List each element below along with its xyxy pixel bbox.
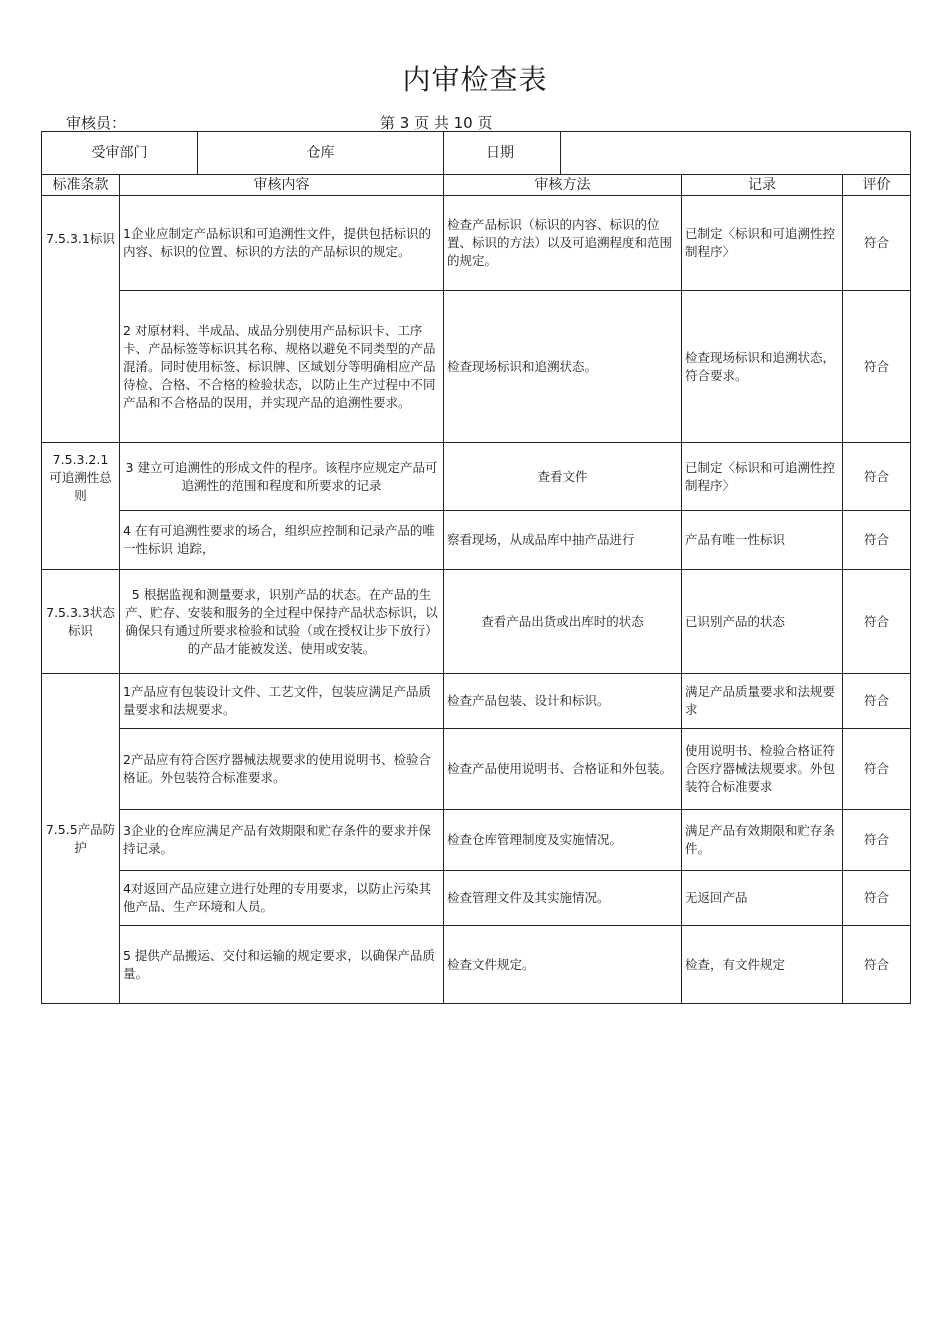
auditor-label: 审核员： — [66, 114, 127, 132]
dept-value: 仓库 — [198, 132, 444, 175]
table-row — [42, 729, 911, 810]
grade-cell: 符合 — [843, 196, 911, 291]
table-row — [42, 810, 911, 871]
dept-label: 受审部门 — [42, 132, 198, 175]
header-row — [42, 132, 911, 175]
method-cell: 检查管理文件及其实施情况。 — [444, 871, 682, 926]
content-cell: 3 建立可追溯性的形成文件的程序。该程序应规定产品可追溯性的范围和程度和所要求的记录 — [120, 443, 444, 511]
method-cell: 察看现场，从成品库中抽产品进行 — [444, 511, 682, 570]
record-cell: 检查，有文件规定 — [682, 926, 843, 1004]
table-row — [42, 196, 911, 291]
clause-cell: 7.5.3.2.1 可追溯性总则 — [42, 443, 120, 570]
record-cell: 已制定〈标识和可追溯性控制程序〉 — [682, 196, 843, 291]
col-content: 审核内容 — [120, 175, 444, 196]
column-header-row — [42, 175, 911, 196]
table-row — [42, 674, 911, 729]
table-row — [42, 443, 911, 511]
record-cell: 已制定〈标识和可追溯性控制程序〉 — [682, 443, 843, 511]
page-indicator: 第 3 页 共 10 页 — [380, 114, 493, 132]
content-cell: 5 提供产品搬运、交付和运输的规定要求，以确保产品质量。 — [120, 926, 444, 1004]
content-cell: 1产品应有包装设计文件、工艺文件，包装应满足产品质量要求和法规要求。 — [120, 674, 444, 729]
table-row — [42, 291, 911, 443]
content-cell: 2产品应有符合医疗器械法规要求的使用说明书、检验合格证。外包装符合标准要求。 — [120, 729, 444, 810]
clause-cell: 7.5.3.3状态标识 — [42, 570, 120, 674]
content-cell: 4 在有可追溯性要求的场合，组织应控制和记录产品的唯一性标识 追踪， — [120, 511, 444, 570]
record-cell: 已识别产品的状态 — [682, 570, 843, 674]
table-row — [42, 570, 911, 674]
method-cell: 检查文件规定。 — [444, 926, 682, 1004]
grade-cell: 符合 — [843, 570, 911, 674]
clause-cell: 7.5.5产品防护 — [42, 674, 120, 1004]
grade-cell: 符合 — [843, 674, 911, 729]
content-cell: 5 根据监视和测量要求，识别产品的状态。在产品的生产、贮存、安装和服务的全过程中保持产品状态标识，以确保只有通过所要求检验和试验（或在授权让步下放行）的产品才能被发送、使用或安装。 — [120, 570, 444, 674]
col-record: 记录 — [682, 175, 843, 196]
grade-cell: 符合 — [843, 810, 911, 871]
record-cell: 无返回产品 — [682, 871, 843, 926]
grade-cell: 符合 — [843, 926, 911, 1004]
col-clause: 标准条款 — [42, 175, 120, 196]
method-cell: 检查产品包装、设计和标识。 — [444, 674, 682, 729]
date-value[interactable] — [561, 132, 911, 175]
document-title: 内审检查表 — [402, 63, 548, 96]
record-cell: 检查现场标识和追溯状态，符合要求。 — [682, 291, 843, 443]
record-cell: 满足产品质量要求和法规要求 — [682, 674, 843, 729]
record-cell: 满足产品有效期限和贮存条件。 — [682, 810, 843, 871]
table-row — [42, 511, 911, 570]
method-cell: 查看产品出货或出库时的状态 — [444, 570, 682, 674]
table-row — [42, 926, 911, 1004]
method-cell: 检查仓库管理制度及实施情况。 — [444, 810, 682, 871]
method-cell: 检查现场标识和追溯状态。 — [444, 291, 682, 443]
audit-checklist-table — [41, 131, 911, 1004]
content-cell: 2 对原材料、半成品、成品分别使用产品标识卡、工序卡、产品标签等标识其名称、规格以避免不同类型的产品混淆。同时使用标签、标识牌、区域划分等明确相应产品待检、合格、不合格的检验状态，以防止生产过程中不同产品和不合格品的误用，并实现产品的追溯性要求。 — [120, 291, 444, 443]
content-cell: 4对返回产品应建立进行处理的专用要求，以防止污染其他产品、生产环境和人员。 — [120, 871, 444, 926]
grade-cell: 符合 — [843, 511, 911, 570]
date-label: 日期 — [444, 132, 561, 175]
method-cell: 检查产品使用说明书、合格证和外包装。 — [444, 729, 682, 810]
col-method: 审核方法 — [444, 175, 682, 196]
grade-cell: 符合 — [843, 291, 911, 443]
content-cell: 3企业的仓库应满足产品有效期限和贮存条件的要求并保持记录。 — [120, 810, 444, 871]
table-row — [42, 871, 911, 926]
col-grade: 评价 — [843, 175, 911, 196]
content-cell: 1企业应制定产品标识和可追溯性文件，提供包括标识的内容、标识的位置、标识的方法的产品标识的规定。 — [120, 196, 444, 291]
grade-cell: 符合 — [843, 729, 911, 810]
grade-cell: 符合 — [843, 443, 911, 511]
grade-cell: 符合 — [843, 871, 911, 926]
clause-cell: 7.5.3.1标识 — [42, 196, 120, 443]
record-cell: 使用说明书、检验合格证符合医疗器械法规要求。外包装符合标准要求 — [682, 729, 843, 810]
record-cell: 产品有唯一性标识 — [682, 511, 843, 570]
method-cell: 查看文件 — [444, 443, 682, 511]
method-cell: 检查产品标识（标识的内容、标识的位置、标识的方法）以及可追溯程度和范围的规定。 — [444, 196, 682, 291]
